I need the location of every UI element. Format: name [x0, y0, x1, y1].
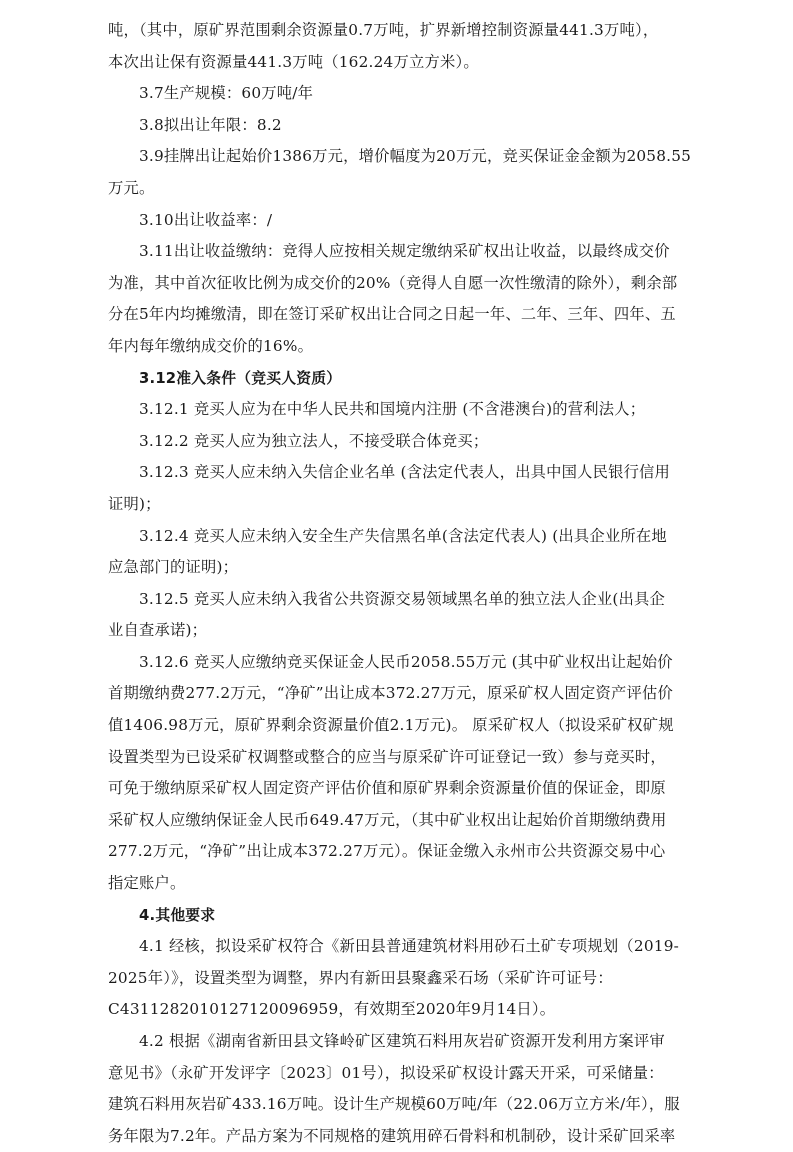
- text-line: 指定账户。: [108, 874, 186, 893]
- text-line: 3.12.1 竞买人应为在中华人民共和国境内注册 (不含港澳台)的营利法人；: [139, 400, 646, 419]
- text-line: 万元。: [108, 178, 155, 197]
- text-line: 可免于缴纳原采矿权人固定资产评估价值和原矿界剩余资源量价值的保证金，即原: [108, 779, 666, 798]
- text-line: 首期缴纳费277.2万元，“净矿”出让成本372.27万元，原采矿权人固定资产评估价: [108, 684, 673, 703]
- text-line: 3.12.6 竞买人应缴纳竞买保证金人民币2058.55万元 (其中矿业权出让起始价: [139, 652, 673, 671]
- text-line: 3.12.3 竞买人应未纳入失信企业名单 (含法定代表人，出具中国人民银行信用: [139, 463, 671, 482]
- text-line: 业自查承诺)；: [108, 621, 208, 640]
- document-body: [108, 0, 693, 1152]
- text-line: 吨，（其中，原矿界范围剩余资源量0.7万吨，扩界新增控制资源量441.3万吨），: [108, 21, 659, 39]
- text-line: 证明)；: [108, 494, 161, 513]
- text-line: 应急部门的证明)；: [108, 558, 239, 577]
- text-line: 采矿权人应缴纳保证金人民币649.47万元，（其中矿业权出让起始价首期缴纳费用: [108, 810, 667, 829]
- text-line: 4.2 根据《湖南省新田县文锋岭矿区建筑石料用灰岩矿资源开发利用方案评审: [139, 1032, 665, 1050]
- text-line: 建筑石料用灰岩矿433.16万吨。设计生产规模60万吨/年（22.06万立方米/年），服: [108, 1095, 680, 1114]
- text-line: 3.10出让收益率：/: [139, 210, 273, 229]
- text-line: 3.12.5 竞买人应未纳入我省公共资源交易领域黑名单的独立法人企业(出具企: [139, 589, 665, 608]
- text-line: 为准，其中首次征收比例为成交价的20%（竞得人自愿一次性缴清的除外），剩余部: [108, 273, 678, 292]
- text-line: 277.2万元，“净矿”出让成本372.27万元）。保证金缴入永州市公共资源交易中心: [108, 842, 666, 861]
- text-line: 3.12.2 竞买人应为独立法人，不接受联合体竞买；: [139, 431, 489, 450]
- section-heading: 3.12准入条件（竞买人资质）: [139, 369, 342, 387]
- text-line: 3.9挂牌出让起始价1386万元，增价幅度为20万元，竞买保证金金额为2058.55: [139, 147, 692, 166]
- text-line: 2025年）》，设置类型为调整，界内有新田县聚鑫采石场（采矿许可证号：: [108, 968, 613, 987]
- text-line: 4.1 经核，拟设采矿权符合《新田县普通建筑材料用砂石土矿专项规划（2019-: [139, 937, 679, 956]
- text-line: 本次出让保有资源量441.3万吨（162.24万立方米）。: [108, 52, 479, 71]
- text-line: 务年限为7.2年。产品方案为不同规格的建筑用碎石骨料和机制砂，设计采矿回采率: [108, 1126, 676, 1145]
- text-line: 分在5年内均摊缴清，即在签订采矿权出让合同之日起一年、二年、三年、四年、五: [108, 305, 676, 324]
- text-line: 意见书》（永矿开发评字〔2023〕01号），拟设采矿权设计露天开采，可采储量：: [108, 1063, 664, 1082]
- text-line: C4311282010127120096959，有效期至2020年9月14日）。: [108, 1000, 556, 1019]
- text-line: 年内每年缴纳成交价的16%。: [108, 336, 314, 355]
- text-line: 3.11出让收益缴纳：竞得人应按相关规定缴纳采矿权出让收益，以最终成交价: [139, 242, 670, 261]
- text-line: 设置类型为已设采矿权调整或整合的应当与原采矿许可证登记一致）参与竞买时，: [108, 747, 666, 766]
- text-line: 值1406.98万元，原矿界剩余资源量价值2.1万元)。 原采矿权人（拟设采矿权矿规: [108, 716, 674, 735]
- section-heading: 4.其他要求: [139, 906, 216, 924]
- text-line: 3.12.4 竞买人应未纳入安全生产失信黑名单(含法定代表人) (出具企业所在地: [139, 526, 667, 545]
- text-line: 3.8拟出让年限：8.2: [139, 115, 282, 134]
- text-line: 3.7生产规模：60万吨/年: [139, 84, 314, 103]
